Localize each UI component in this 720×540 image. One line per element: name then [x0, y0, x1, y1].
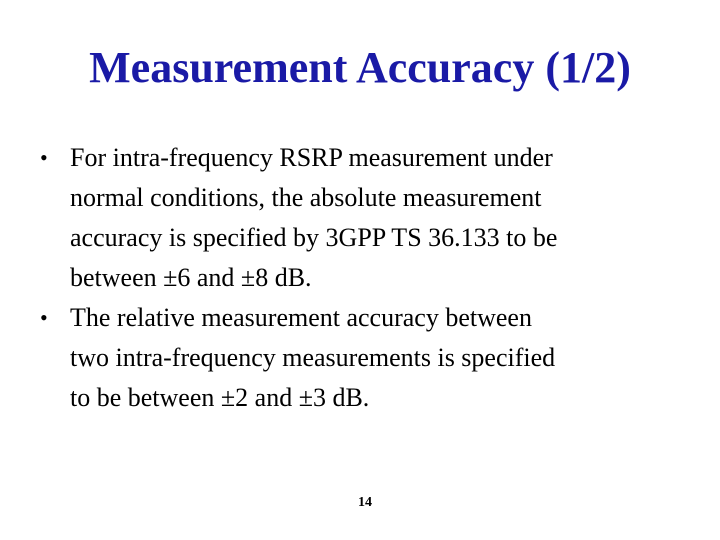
bullet-text: The relative measurement accuracy between two intra-frequency measurements is specified to be between ±2 and ±3 dB. — [70, 303, 556, 412]
bullet-list — [40, 138, 700, 418]
bullet-icon: • — [40, 145, 48, 170]
bullet-item — [40, 138, 700, 298]
bullet-item — [40, 298, 700, 418]
slide-title: Measurement Accuracy (1/2) — [89, 43, 631, 92]
bullet-text: For intra-frequency RSRP measurement under normal conditions, the absolute measurement accuracy is specified by 3GPP TS 36.133 to be between ±6 and ±8 dB. — [70, 143, 558, 292]
bullet-icon: • — [40, 305, 48, 330]
page-number: 14 — [358, 495, 372, 510]
